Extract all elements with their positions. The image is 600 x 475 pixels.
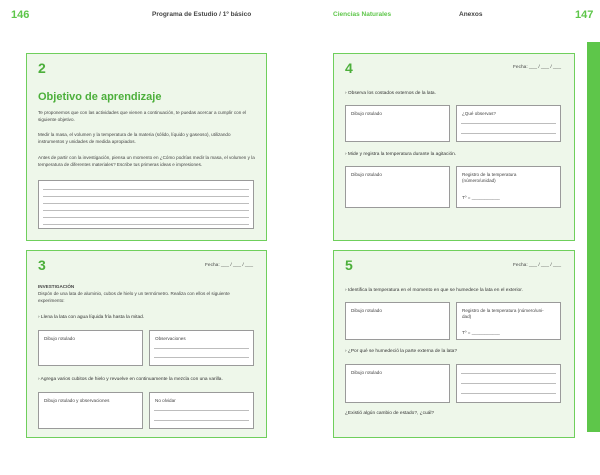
answer-line <box>43 217 249 218</box>
box-label: Observaciones <box>155 336 186 341</box>
drawing-observations-box[interactable] <box>38 392 143 429</box>
answer-line <box>43 210 249 211</box>
box-label: Dibujo rotulado <box>351 172 382 177</box>
box-label-line: dad) <box>462 314 472 320</box>
box-label-line: Registro de la temperatura (número/uni- <box>462 308 544 313</box>
box-label-line: (número/unidad) <box>462 178 496 184</box>
drawing-box[interactable] <box>345 364 450 403</box>
answer-line <box>461 383 556 384</box>
box-label: Dibujo rotulado <box>44 336 75 341</box>
answer-line <box>461 373 556 374</box>
reminder-box[interactable] <box>149 392 254 429</box>
step-measure-temp: › Mide y registra la temperatura durante la agitación. <box>345 152 457 157</box>
box-label <box>462 308 544 320</box>
box-label-line: Registro de la temperatura <box>462 172 517 177</box>
date-field[interactable]: Fecha: ___ / ___ / ___ <box>513 65 562 70</box>
card-identify-temp <box>333 250 575 438</box>
left-page-number: 146 <box>11 9 30 21</box>
answer-line <box>43 189 249 190</box>
answer-line <box>461 393 556 394</box>
step-observe-sides: › Observa los costados externos de la lata. <box>345 91 436 96</box>
answer-line <box>154 420 249 421</box>
drawing-box[interactable] <box>345 105 450 142</box>
question-paragraph: Antes de partir con la investigación, piensa un momento en ¿Cómo podrías medir la masa, el volumen y la temperatura de diferentes materiales? Escribe tus primeras ideas e impresiones. <box>38 155 255 167</box>
answer-line <box>154 357 249 358</box>
box-label <box>462 172 516 184</box>
answer-line <box>461 123 556 124</box>
answer-line <box>154 348 249 349</box>
drawing-box[interactable] <box>345 302 450 340</box>
drawing-box[interactable] <box>38 330 143 366</box>
date-field[interactable]: Fecha: ___ / ___ / ___ <box>513 263 562 268</box>
left-running-title: Programa de Estudio / 1º básico <box>152 11 252 18</box>
objective-paragraph: Medir la masa, el volumen y la temperatura de la materia (sólido, líquido y gaseoso), utilizando instrumentos y unidades de medida apropiados. <box>38 132 231 144</box>
temperature-record-box[interactable] <box>456 302 561 340</box>
step-identify-temp: › Identifica la temperatura en el momento en que se humedece la lata en el exterior. <box>345 288 523 293</box>
box-label: Dibujo rotulado <box>351 370 382 375</box>
answer-box[interactable] <box>456 364 561 403</box>
card-title: Objetivo de aprendizaje <box>38 91 162 103</box>
temperature-record-box[interactable] <box>456 166 561 208</box>
card-number: 2 <box>38 60 46 76</box>
section-label: Anexos <box>459 11 483 18</box>
investigation-text: Dispón de una lata de aluminio, cubos de hielo y un termómetro. Realiza con ellos el siguiente experimento: <box>38 291 230 303</box>
step-fill-can: › Llena la lata con agua líquida fría hasta la mitad. <box>38 315 145 320</box>
answer-line <box>43 203 249 204</box>
subject-label: Ciencias Naturales <box>333 11 392 18</box>
card-objective <box>26 53 267 241</box>
observations-box[interactable] <box>149 330 254 366</box>
drawing-box[interactable] <box>345 166 450 208</box>
box-label: ¿Qué observas? <box>462 111 496 116</box>
card-number: 3 <box>38 257 46 273</box>
what-observe-box[interactable] <box>456 105 561 142</box>
right-page-number: 147 <box>575 9 594 21</box>
investigation-heading: INVESTIGACIÓN <box>38 284 75 289</box>
box-label: No olvidar <box>155 398 176 403</box>
answer-line <box>43 224 249 225</box>
answer-line <box>43 196 249 197</box>
green-side-tab <box>587 42 600 432</box>
intro-paragraph: Te proponemos que con las actividades que vienen a continuación, te puedas acercar a cumplir con el siguiente objetivo. <box>38 110 247 122</box>
temperature-entry[interactable]: Tº = ___________ <box>462 195 500 200</box>
box-label: Dibujo rotulado <box>351 308 382 313</box>
ideas-answer-box[interactable] <box>38 180 254 229</box>
card-number: 4 <box>345 60 353 76</box>
box-label: Dibujo rotulado y observaciones <box>44 398 110 403</box>
temperature-entry[interactable]: Tº = ___________ <box>462 330 500 335</box>
answer-line <box>461 133 556 134</box>
step-add-ice: › Agrega varios cubitos de hielo y revuelve en continuamente la mezcla con una varilla. <box>38 377 223 382</box>
card-investigation <box>26 250 267 438</box>
state-change-question: ¿Existió algún cambio de estado?, ¿cuál? <box>345 411 435 416</box>
date-field[interactable]: Fecha: ___ / ___ / ___ <box>205 263 254 268</box>
box-label: Dibujo rotulado <box>351 111 382 116</box>
card-number: 5 <box>345 257 353 273</box>
step-why-humid: › ¿Por qué se humedeció la parte externa de la lata? <box>345 349 457 354</box>
answer-line <box>154 410 249 411</box>
card-observe-can <box>333 53 575 241</box>
